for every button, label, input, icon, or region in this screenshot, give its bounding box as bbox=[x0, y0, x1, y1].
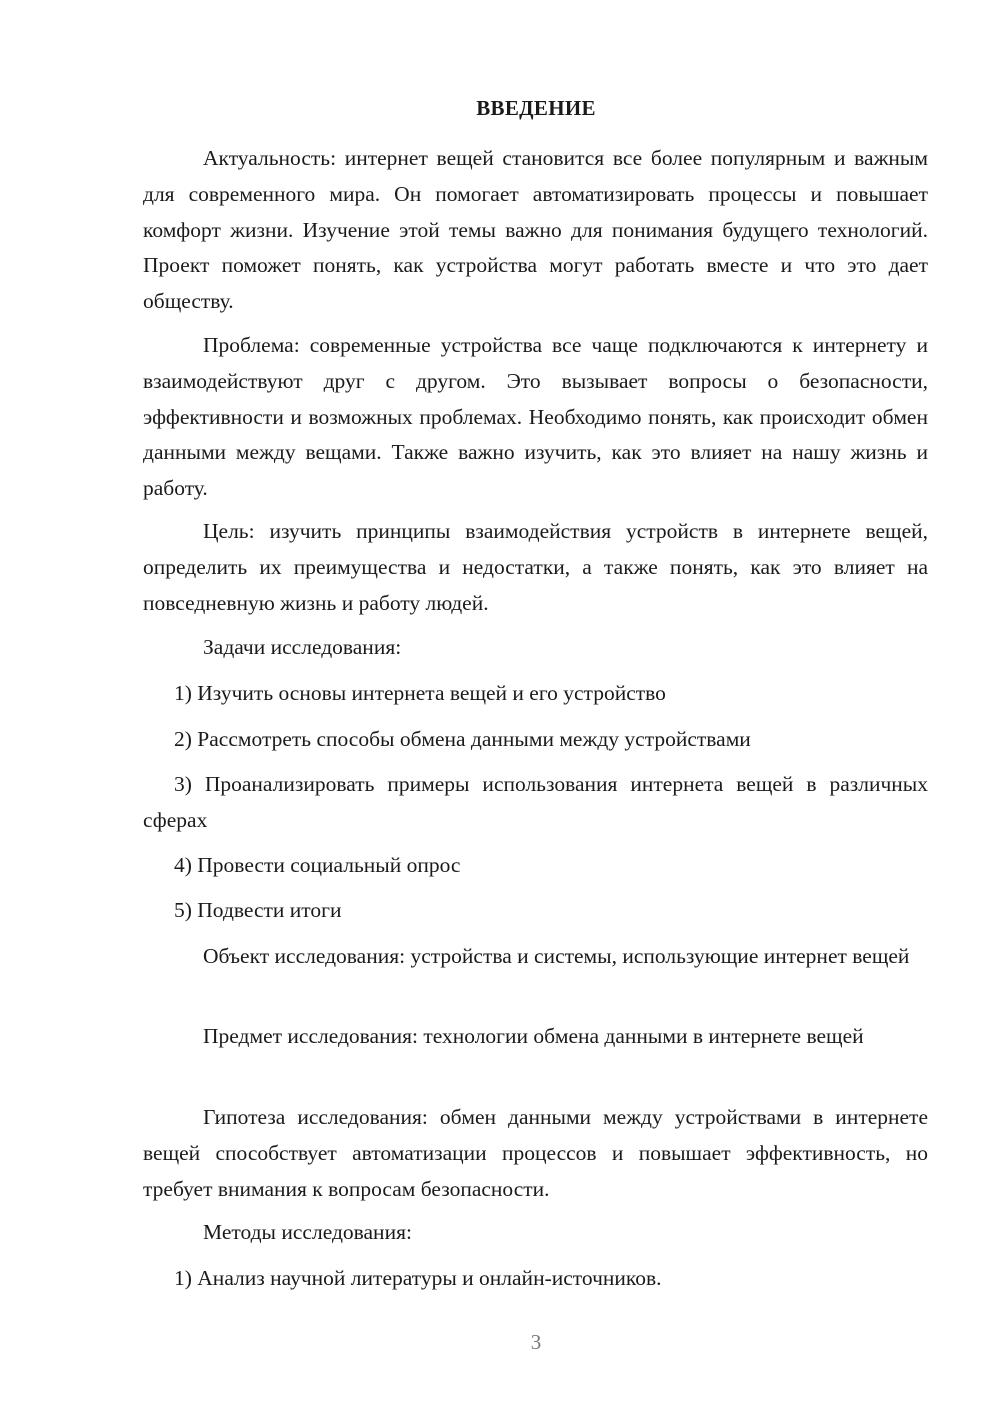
task-item-2: 2) Рассмотреть способы обмена данными между устройствами bbox=[174, 727, 751, 751]
paragraph-object: Объект исследования: устройства и системы, использующие интернет вещей bbox=[203, 944, 910, 968]
page-title: ВВЕДЕНИЕ bbox=[476, 96, 596, 120]
paragraph-problem: Проблема: современные устройства все чаще подключаются к интернету и взаимодействуют друг с другом. Это вызывает вопросы о безопасности, эффективности и возможных проблемах. Необходимо понять, как происходит обмен данными между вещами. Также важно изучить, как это влияет на нашу жизнь и работу. bbox=[143, 333, 928, 501]
task-item-5: 5) Подвести итоги bbox=[174, 898, 342, 922]
paragraph-relevance: Актуальность: интернет вещей становится все более популярным и важным для современного мира. Он помогает автоматизировать процессы и повышает комфорт жизни. Изучение этой темы важно для понимания будущего технологий. Проект поможет понять, как устройства могут работать вместе и что это дает обществу. bbox=[143, 146, 928, 314]
page-number: 3 bbox=[530, 1330, 542, 1354]
task-item-4: 4) Провести социальный опрос bbox=[174, 853, 461, 877]
paragraph-hypothesis: Гипотеза исследования: обмен данными между устройствами в интернете вещей способствует автоматизации процессов и повышает эффективность, но требует внимания к вопросам безопасности. bbox=[143, 1105, 928, 1201]
paragraph-goal: Цель: изучить принципы взаимодействия устройств в интернете вещей, определить их преимущества и недостатки, а также понять, как это влияет на повседневную жизнь и работу людей. bbox=[143, 519, 928, 615]
method-item-1: 1) Анализ научной литературы и онлайн-источников. bbox=[174, 1266, 662, 1290]
methods-heading: Методы исследования: bbox=[203, 1220, 412, 1244]
task-item-1: 1) Изучить основы интернета вещей и его устройство bbox=[174, 681, 666, 705]
paragraph-subject: Предмет исследования: технологии обмена данными в интернете вещей bbox=[203, 1024, 864, 1048]
tasks-heading: Задачи исследования: bbox=[203, 635, 402, 659]
task-item-3: 3) Проанализировать примеры использования интернета вещей в различных сферах bbox=[143, 772, 928, 832]
